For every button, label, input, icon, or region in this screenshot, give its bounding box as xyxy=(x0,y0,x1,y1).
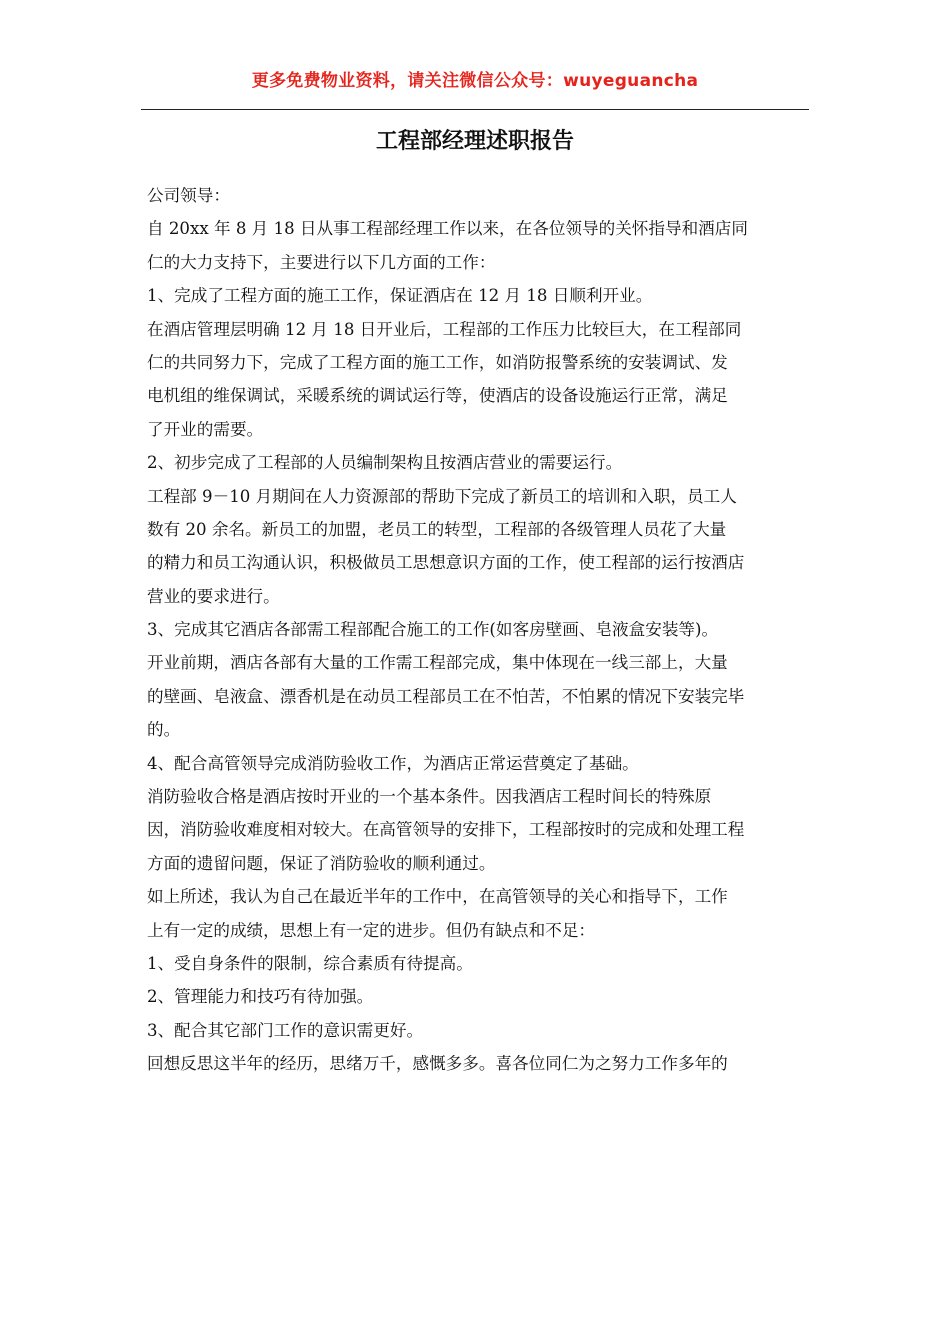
body-line: 仁的大力支持下，主要进行以下几方面的工作： xyxy=(147,252,496,272)
body-line: 工程部 9－10 月期间在人力资源部的帮助下完成了新员工的培训和入职，员工人 xyxy=(147,486,737,506)
body-line: 2、初步完成了工程部的人员编制架构且按酒店营业的需要运行。 xyxy=(147,453,623,473)
body-line: 上有一定的成绩，思想上有一定的进步。但仍有缺点和不足： xyxy=(147,920,596,940)
body-line: 的壁画、皂液盒、漂香机是在动员工程部员工在不怕苦，不怕累的情况下安装完毕 xyxy=(147,686,745,706)
header-note: 更多免费物业资料，请关注微信公众号：wuyeguancha xyxy=(251,71,699,91)
body-line: 回想反思这半年的经历，思绪万千，感慨多多。喜各位同仁为之努力工作多年的 xyxy=(147,1054,728,1074)
document-title: 工程部经理述职报告 xyxy=(375,129,574,154)
body-line: 了开业的需要。 xyxy=(147,419,264,439)
body-line: 的。 xyxy=(147,720,181,740)
body-line: 仁的共同努力下，完成了工程方面的施工工作，如消防报警系统的安装调试、发 xyxy=(147,352,728,372)
body-line: 3、完成其它酒店各部需工程部配合施工的工作(如客房壁画、皂液盒安装等)。 xyxy=(147,620,719,640)
body-line: 自 20xx 年 8 月 18 日从事工程部经理工作以来，在各位领导的关怀指导和酒店同 xyxy=(147,219,748,239)
body-line: 因，消防验收难度相对较大。在高管领导的安排下，工程部按时的完成和处理工程 xyxy=(147,820,745,840)
body-line: 营业的要求进行。 xyxy=(147,586,280,606)
body-line: 的精力和员工沟通认识，积极做员工思想意识方面的工作，使工程部的运行按酒店 xyxy=(147,553,745,573)
document-body xyxy=(147,179,817,1081)
body-line: 1、受自身条件的限制，综合素质有待提高。 xyxy=(147,953,473,973)
body-line: 电机组的维保调试，采暖系统的调试运行等，使酒店的设备设施运行正常，满足 xyxy=(147,386,728,406)
header-divider xyxy=(141,109,809,110)
body-line: 1、完成了工程方面的施工工作，保证酒店在 12 月 18 日顺利开业。 xyxy=(147,286,653,306)
body-line: 公司领导： xyxy=(147,186,230,205)
body-line: 消防验收合格是酒店按时开业的一个基本条件。因我酒店工程时间长的特殊原 xyxy=(147,787,712,807)
body-line: 在酒店管理层明确 12 月 18 日开业后，工程部的工作压力比较巨大，在工程部同 xyxy=(147,319,742,339)
body-line: 方面的遗留问题，保证了消防验收的顺利通过。 xyxy=(147,853,496,873)
body-line: 数有 20 余名。新员工的加盟，老员工的转型，工程部的各级管理人员花了大量 xyxy=(147,519,727,539)
body-line: 如上所述，我认为自己在最近半年的工作中，在高管领导的关心和指导下，工作 xyxy=(147,887,728,907)
body-line: 开业前期，酒店各部有大量的工作需工程部完成，集中体现在一线三部上，大量 xyxy=(147,653,728,673)
body-line: 4、配合高管领导完成消防验收工作，为酒店正常运营奠定了基础。 xyxy=(147,753,639,773)
body-line: 3、配合其它部门工作的意识需更好。 xyxy=(147,1020,424,1040)
body-line: 2、管理能力和技巧有待加强。 xyxy=(147,987,374,1007)
